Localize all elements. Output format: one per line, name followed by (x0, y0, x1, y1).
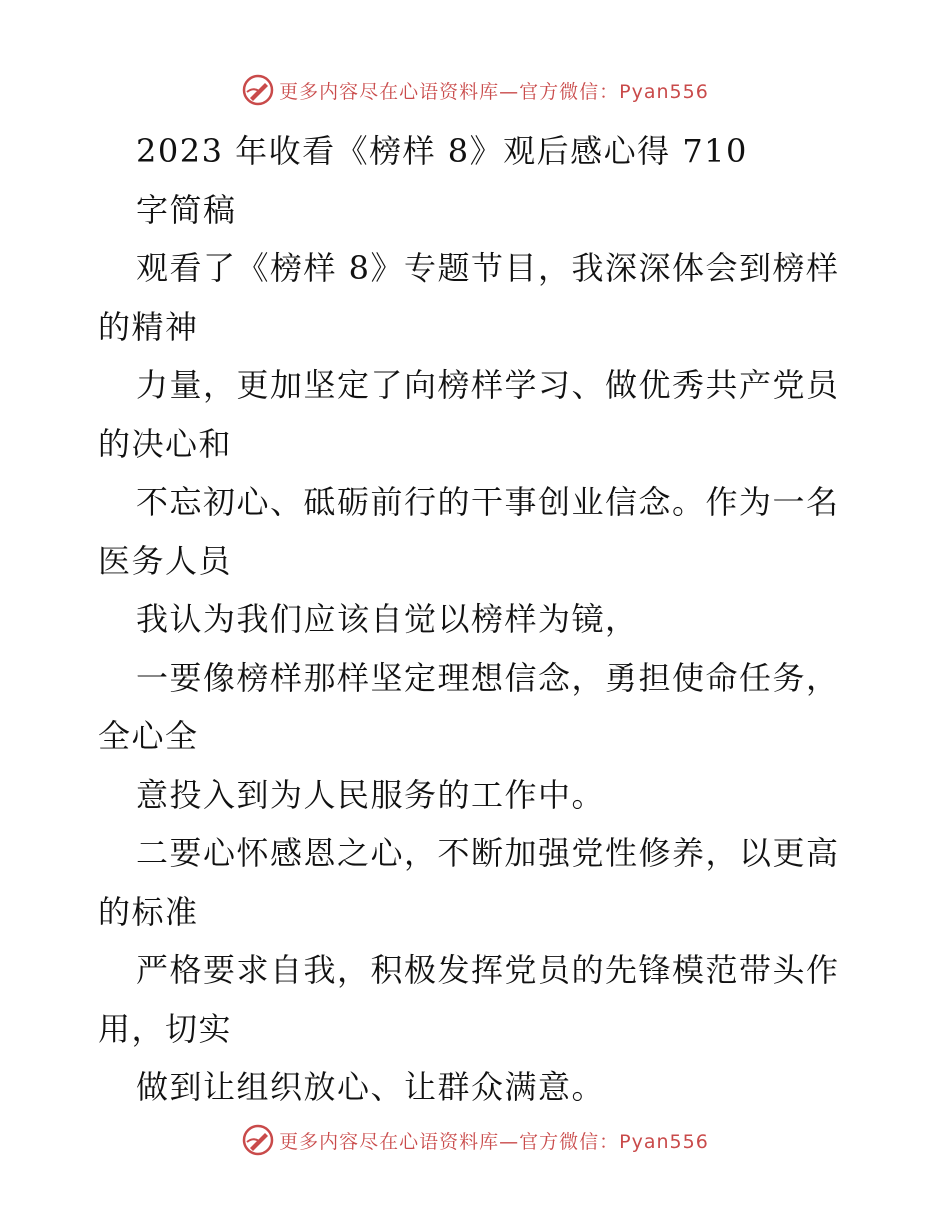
text-line: 的标准 (98, 892, 199, 931)
text-line: 的精神 (98, 307, 199, 346)
text-line: 观看了《榜样 8》专题节目，我深深体会到榜样 (136, 249, 840, 287)
text-line: 二要心怀感恩之心，不断加强党性修养，以更高 (136, 834, 840, 872)
footer-banner-text: 更多内容尽在心语资料库—官方微信：Pyan556 (279, 1130, 709, 1153)
pen-logo-icon (241, 73, 275, 107)
text-line: 医务人员 (98, 541, 233, 580)
text-line: 全心全 (98, 717, 199, 755)
text-line: 2023 年收看《榜样 8》观后感心得 710 (136, 132, 748, 170)
text-line: 意投入到为人民服务的工作中。 (136, 775, 606, 814)
footer-banner (0, 1120, 950, 1160)
header-banner (0, 70, 950, 110)
text-line: 字简稿 (136, 190, 237, 229)
text-line: 我认为我们应该自觉以榜样为镜， (136, 600, 639, 638)
text-line: 严格要求自我，积极发挥党员的先锋模范带头作 (136, 951, 840, 989)
text-line: 的决心和 (98, 424, 233, 463)
text-line: 力量，更加坚定了向榜样学习、做优秀共产党员 (136, 366, 840, 404)
text-line: 一要像榜样那样坚定理想信念，勇担使命任务， (136, 658, 840, 697)
text-line: 做到让组织放心、让群众满意。 (136, 1068, 606, 1106)
text-line: 不忘初心、砥砺前行的干事创业信念。作为一名 (136, 483, 840, 521)
header-banner-text: 更多内容尽在心语资料库—官方微信：Pyan556 (279, 80, 709, 103)
document-body (98, 122, 858, 1117)
text-line: 用，切实 (98, 1009, 233, 1048)
pen-logo-icon (241, 1123, 275, 1157)
